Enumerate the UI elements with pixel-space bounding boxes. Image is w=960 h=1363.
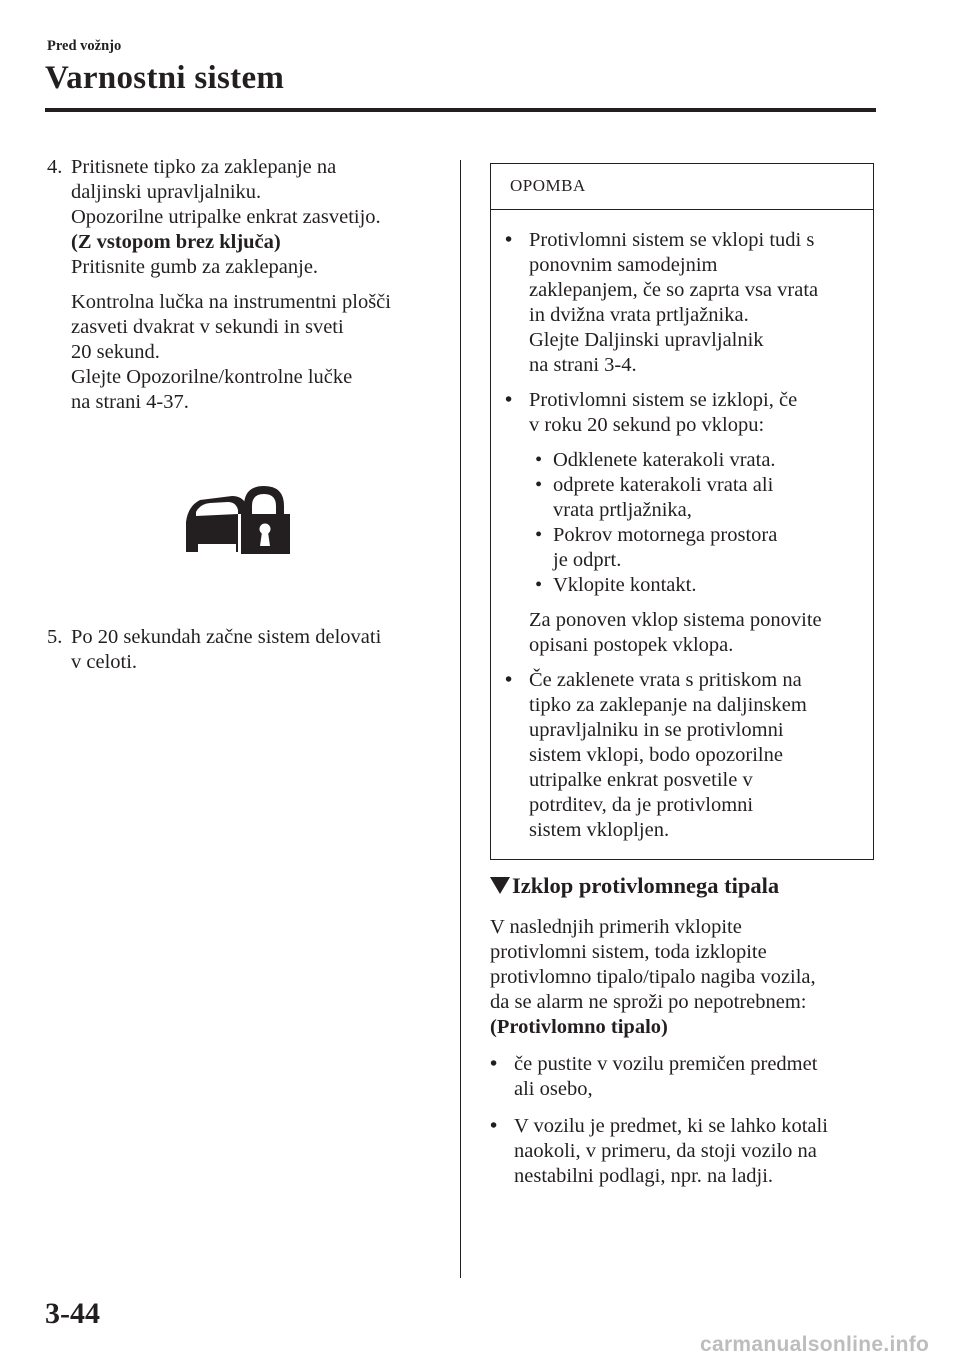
intro-line: protivlomni sistem, toda izklopite: [490, 941, 767, 963]
note-header: OPOMBA: [491, 164, 873, 210]
step-line: v celoti.: [71, 651, 138, 673]
triangle-down-icon: [490, 877, 510, 894]
indicator-line: Glejte Opozorilne/kontrolne lučke: [71, 366, 353, 388]
note-line: zaklepanjem, če so zaprta vsa vrata: [529, 279, 819, 301]
column-divider: [460, 160, 461, 1278]
sub-line: Vklopite kontakt.: [553, 574, 697, 596]
note-line: in dvižna vrata prtljažnika.: [529, 304, 749, 326]
sub-line: Pokrov motornega prostora: [553, 524, 778, 546]
indicator-line: zasveti dvakrat v sekundi in sveti: [71, 316, 344, 338]
sub-bullet-dot: •: [535, 474, 543, 496]
note-line: ponovnim samodejnim: [529, 254, 718, 276]
bullet-dot: •: [505, 229, 513, 251]
sub-list-item: [529, 448, 861, 473]
section-heading-text: Izklop protivlomnega tipala: [512, 873, 780, 898]
step-line: Opozorilne utripalke enkrat zasvetijo.: [71, 206, 381, 228]
bullet-dot: •: [490, 1053, 498, 1075]
left-column: [47, 155, 447, 415]
intro-line: protivlomno tipalo/tipalo nagiba vozila,: [490, 966, 816, 988]
subheading: (Protivlomno tipalo): [490, 1016, 668, 1038]
bullet-line: nestabilni podlagi, npr. na ladji.: [514, 1165, 774, 1187]
note-line: potrditev, da je protivlomni: [529, 794, 754, 816]
bullet-line: naokoli, v primeru, da stoji vozilo na: [514, 1140, 817, 1162]
step-4: [47, 155, 447, 415]
note-bullet: [505, 388, 861, 658]
note-line: sistem vklopljen.: [529, 819, 670, 841]
sub-list: [529, 448, 861, 598]
bullet-line: če pustite v vozilu premičen predmet: [514, 1053, 818, 1075]
section-label: Pred vožnjo: [47, 38, 122, 54]
note-bullet: [505, 668, 861, 843]
step-line: daljinski upravljalniku.: [71, 181, 262, 203]
sub-bullet-dot: •: [535, 449, 543, 471]
note-bullet: [505, 228, 861, 378]
bullet-line: V vozilu je predmet, ki se lahko kotali: [514, 1115, 828, 1137]
indicator-line: Kontrolna lučka na instrumentni plošči: [71, 291, 391, 313]
page-number: 3-44: [45, 1297, 100, 1330]
watermark: carmanualsonline.info: [700, 1333, 930, 1356]
keyless-text: Pritisnite gumb za zaklepanje.: [71, 256, 319, 278]
sub-line: je odprt.: [553, 549, 622, 571]
sub-line: odprete katerakoli vrata ali: [553, 474, 774, 496]
sub-list-item: [529, 573, 861, 598]
sub-line: vrata prtljažnika,: [553, 499, 692, 521]
sub-bullet-dot: •: [535, 524, 543, 546]
keyless-label: (Z vstopom brez ključa): [71, 231, 281, 253]
note-line: Protivlomni sistem se izklopi, če: [529, 389, 798, 411]
step-5: [47, 625, 447, 675]
indicator-line: na strani 4-37.: [71, 391, 189, 413]
note-line: Glejte Daljinski upravljalnik: [529, 329, 764, 351]
note-box: [490, 163, 874, 860]
bullet-line: ali osebo,: [514, 1078, 593, 1100]
sub-list-item: [529, 473, 861, 523]
step-number: 4.: [47, 156, 63, 178]
step-number: 5.: [47, 626, 63, 648]
step-line: Po 20 sekundah začne sistem delovati: [71, 626, 382, 648]
bullet-dot: •: [505, 389, 513, 411]
section-bullet: [490, 1114, 875, 1189]
security-indicator-icon: [184, 482, 290, 554]
step-line: Pritisnete tipko za zaklepanje na: [71, 156, 337, 178]
sub-line: Odklenete katerakoli vrata.: [553, 449, 776, 471]
note-line: Če zaklenete vrata s pritiskom na: [529, 669, 802, 691]
note-body: [491, 210, 873, 843]
note-line: Za ponoven vklop sistema ponovite: [529, 609, 822, 631]
note-line: tipko za zaklepanje na daljinskem: [529, 694, 807, 716]
bullet-dot: •: [505, 669, 513, 691]
note-line: upravljalniku in se protivlomni: [529, 719, 784, 741]
indicator-line: 20 sekund.: [71, 341, 160, 363]
section-body: [490, 915, 875, 1189]
section-heading: [490, 873, 779, 899]
note-line: utripalke enkrat posvetile v: [529, 769, 753, 791]
note-line: na strani 3-4.: [529, 354, 637, 376]
note-line: v roku 20 sekund po vklopu:: [529, 414, 765, 436]
intro-line: da se alarm ne sproži po nepotrebnem:: [490, 991, 807, 1013]
note-line: Protivlomni sistem se vklopi tudi s: [529, 229, 815, 251]
page-title: Varnostni sistem: [45, 60, 285, 96]
section-bullet: [490, 1052, 875, 1102]
intro-line: V naslednjih primerih vklopite: [490, 916, 742, 938]
note-line: sistem vklopi, bodo opozorilne: [529, 744, 783, 766]
sub-bullet-dot: •: [535, 574, 543, 596]
title-rule: [45, 108, 876, 112]
sub-list-item: [529, 523, 861, 573]
bullet-dot: •: [490, 1115, 498, 1137]
note-line: opisani postopek vklopa.: [529, 634, 734, 656]
